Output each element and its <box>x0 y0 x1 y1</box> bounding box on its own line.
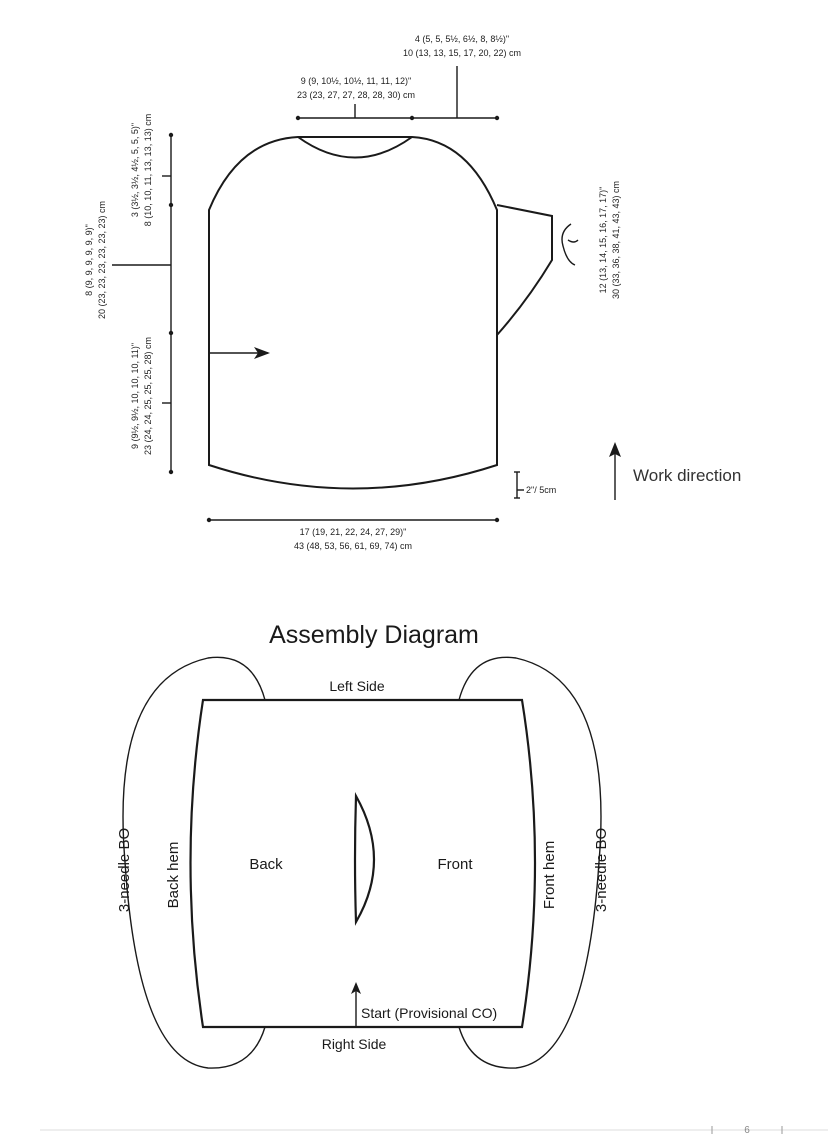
dim-top-neck-in: 4 (5, 5, 5½, 6½, 8, 8½)" <box>414 34 510 44</box>
dim-dot <box>207 518 211 522</box>
page-footer <box>40 1125 828 1136</box>
dim-bottom-width-in: 17 (19, 21, 22, 24, 27, 29)" <box>299 527 407 537</box>
dim-dot <box>410 116 414 120</box>
dim-dot <box>169 470 173 474</box>
dim-shoulder-in: 3 (3½, 3½, 4½, 5, 5, 5)" <box>130 122 140 218</box>
dim-dot <box>495 518 499 522</box>
back-label: Back <box>249 856 283 873</box>
bo-left-label: 3-needle BO <box>116 827 133 913</box>
dim-sleeve-in: 12 (13, 14, 15, 16, 17, 17)" <box>598 186 608 294</box>
work-direction-label: Work direction <box>633 466 742 485</box>
front-hem-label: Front hem <box>541 840 558 910</box>
left-side-label: Left Side <box>329 678 385 694</box>
start-label: Start (Provisional CO) <box>361 1005 498 1021</box>
dim-shoulder-cm: 8 (10, 10, 11, 13, 13, 13) cm <box>143 113 153 227</box>
back-hem-label: Back hem <box>165 841 182 909</box>
bo-loop-left <box>123 657 265 1068</box>
dim-dot <box>169 203 173 207</box>
neck-opening <box>355 796 374 922</box>
dim-dot <box>169 133 173 137</box>
dim-top-width-cm: 23 (23, 27, 27, 28, 28, 30) cm <box>296 90 416 100</box>
garment-schematic <box>84 34 741 551</box>
dim-sleeve-cm: 30 (33, 36, 38, 41, 43, 43) cm <box>611 180 621 300</box>
dim-dot <box>296 116 300 120</box>
page-number: 6 <box>744 1125 750 1136</box>
assembly-diagram <box>116 621 610 1068</box>
dim-top-width-in: 9 (9, 10½, 10½, 11, 11, 12)" <box>300 76 412 86</box>
rotate-arrow-head <box>568 240 578 242</box>
sleeve-outline <box>497 205 552 335</box>
dim-hem-curve: 2"/ 5cm <box>526 485 557 495</box>
rotate-arrow-icon <box>562 224 575 265</box>
dim-bottom-width-cm: 43 (48, 53, 56, 61, 69, 74) cm <box>293 541 413 551</box>
neck-curve <box>298 137 412 158</box>
dim-armhole-cm: 20 (23, 23, 23, 23, 23, 23) cm <box>97 200 107 320</box>
garment-outline <box>209 137 497 489</box>
front-label: Front <box>437 856 473 873</box>
assembly-title: Assembly Diagram <box>269 621 479 649</box>
dim-body-length-cm: 23 (24, 24, 25, 25, 25, 28) cm <box>143 336 153 456</box>
dim-body-length-in: 9 (9½, 9½, 10, 10, 10, 11)" <box>130 342 140 450</box>
dim-dot <box>495 116 499 120</box>
dim-dot <box>169 331 173 335</box>
bo-right-label: 3-needle BO <box>593 827 610 913</box>
right-side-label: Right Side <box>321 1036 387 1052</box>
assembly-panel <box>191 700 536 1027</box>
dim-armhole-in: 8 (9, 9, 9, 9, 9, 9)" <box>84 224 94 296</box>
dim-top-neck-cm: 10 (13, 13, 15, 17, 20, 22) cm <box>402 48 522 58</box>
